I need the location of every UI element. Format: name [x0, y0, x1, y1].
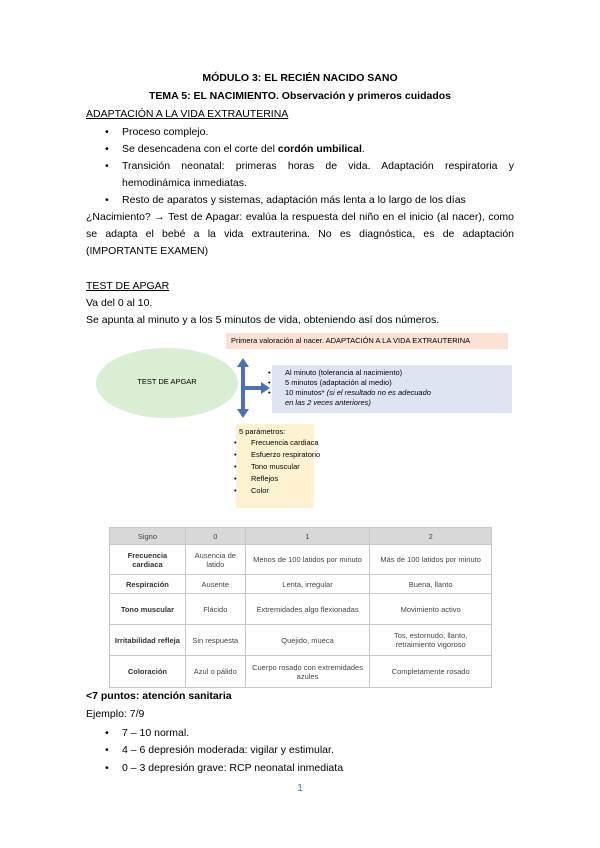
table-cell: Ausencia de latido	[185, 545, 245, 575]
score-moderate: • 4 – 6 depresión moderada: vigilar y estimular.	[122, 744, 334, 756]
table-row	[110, 594, 492, 625]
header-score-2: 2	[370, 528, 492, 545]
time-3-note: (si el resultado no es adecuado	[326, 388, 431, 397]
topic-title: TEMA 5: EL NACIMIENTO. Observación y primeros cuidados	[148, 90, 452, 102]
score-normal: • 7 – 10 normal.	[122, 727, 189, 739]
question-line-2: se adapta el bebé a la vida extrauterina. No es diagnóstica, es de adaptación	[86, 228, 514, 240]
table-cell: Cuerpo rosado con extremidades azules	[245, 656, 370, 688]
header-score-1: 1	[245, 528, 370, 545]
adaptation-bullet-1: • Proceso complejo.	[122, 126, 208, 138]
bullet-2-end: .	[361, 143, 365, 155]
parameter-2: • Esfuerzo respiratorio	[251, 450, 320, 459]
time-3-label: 10 minutos*	[285, 388, 327, 397]
parameters-title: 5 parámetros:	[239, 427, 286, 436]
table-cell: Ausente	[185, 575, 245, 594]
branch-arrow-icon	[236, 358, 270, 418]
apgar-timing: Se apunta al minuto y a los 5 minutos de vida, obteniendo así dos números.	[86, 314, 440, 326]
time-1: • Al minuto (tolerancia al nacimiento)	[285, 368, 402, 377]
umbilical-cord-term: cordón umbilical	[277, 143, 362, 155]
time-3	[285, 388, 431, 397]
table-cell: Quejido, mueca	[245, 625, 370, 656]
apgar-range: Va del 0 al 10.	[86, 297, 153, 309]
table-cell: Sin respuesta	[185, 625, 245, 656]
table-cell: Flácido	[185, 594, 245, 625]
example-score: Ejemplo: 7/9	[86, 708, 145, 720]
apgar-ellipse-label: TEST DE APGAR	[137, 377, 197, 386]
adaptation-heading: ADAPTACIÓN A LA VIDA EXTRAUTERINA	[86, 108, 289, 120]
parameter-4: • Reflejos	[251, 474, 278, 483]
times-box	[272, 365, 512, 413]
time-3-note-cont: en las 2 veces anteriores)	[285, 398, 371, 407]
table-cell: Movimiento activo	[370, 594, 492, 625]
time-2: • 5 minutos (adaptación al medio)	[285, 378, 392, 387]
parameter-5: • Color	[251, 486, 269, 495]
row-label: Respiración	[110, 575, 186, 594]
row-label: Tono muscular	[110, 594, 186, 625]
table-cell: Extremidades algo flexionadas	[245, 594, 370, 625]
page-number: 1	[297, 782, 303, 794]
header-score-0: 0	[185, 528, 245, 545]
table-cell: Más de 100 latidos por minuto	[370, 545, 492, 575]
parameter-3: • Tono muscular	[251, 462, 300, 471]
apgar-ellipse	[96, 348, 238, 418]
table-row	[110, 625, 492, 656]
table-cell: Buena, llanto	[370, 575, 492, 594]
score-severe: • 0 – 3 depresión grave: RCP neonatal inmediata	[122, 762, 343, 774]
parameter-1: • Frecuencia cardiaca	[251, 438, 319, 447]
table-cell: Menos de 100 latidos por minuto	[245, 545, 370, 575]
attention-threshold: <7 puntos: atención sanitaria	[86, 690, 232, 702]
row-label: Frecuencia cardiaca	[110, 545, 186, 575]
question-line-3: (IMPORTANTE EXAMEN)	[86, 245, 209, 257]
adaptation-bullet-3-cont: hemodinámica inmediatas.	[122, 177, 247, 189]
header-sign: Signo	[110, 528, 186, 545]
adaptation-bullet-4: • Resto de aparatos y sistemas, adaptación más lenta a lo largo de los días	[122, 194, 466, 206]
first-assessment-label: Primera valoración al nacer. ADAPTACIÓN A LA VIDA EXTRAUTERINA	[231, 336, 471, 345]
table-cell: Azul o pálido	[185, 656, 245, 688]
question-line-1: ¿Nacimiento? → Test de Apagar: evalúa la respuesta del niño en el inicio (al nacer), como	[86, 211, 514, 223]
table-row	[110, 545, 492, 575]
table-row	[110, 656, 492, 688]
apgar-table	[109, 527, 492, 688]
row-label: Irritabilidad refleja	[110, 625, 186, 656]
table-header-row	[110, 528, 492, 545]
bullet-2-text: Se desencadena con el corte del	[122, 143, 278, 155]
table-cell: Completamente rosado	[370, 656, 492, 688]
table-cell: Tos, estornudo, llanto, retraimiento vigoroso	[370, 625, 492, 656]
row-label: Coloración	[110, 656, 186, 688]
first-assessment-box	[226, 333, 508, 349]
module-title: MÓDULO 3: EL RECIÉN NACIDO SANO	[202, 72, 398, 84]
adaptation-bullet-3: • Transición neonatal: primeras horas de vida. Adaptación respiratoria y	[122, 160, 514, 172]
apgar-heading: TEST DE APGAR	[86, 280, 170, 292]
table-cell: Lenta, irregular	[245, 575, 370, 594]
parameters-box	[236, 424, 321, 508]
adaptation-bullet-2	[122, 143, 365, 155]
table-row	[110, 575, 492, 594]
